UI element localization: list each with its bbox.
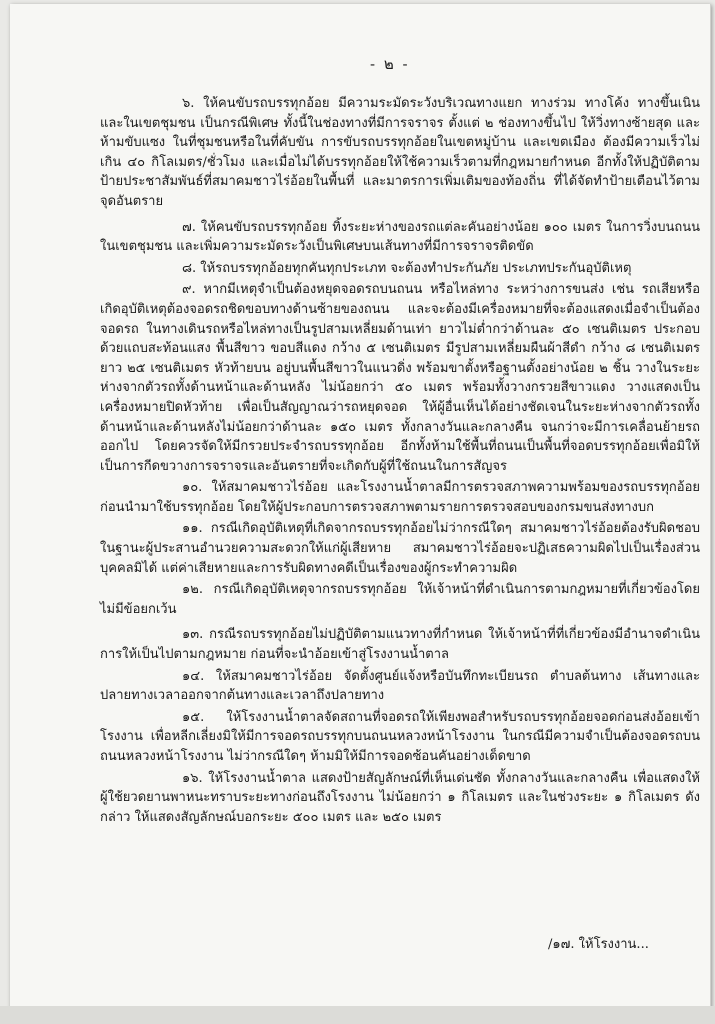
scan-edge xyxy=(0,1006,715,1024)
clause-13: ๑๓. กรณีรถบรรทุกอ้อยไม่ปฏิบัติตามแนวทางที่กำหนด ให้เจ้าหน้าที่ที่เกี่ยวข้องมีอำนาจดำเนินการให้เป็นไปตามกฎหมาย ก่อนที่จะนำอ้อยเข้าสู่โรงงานน้ำตาล xyxy=(100,627,700,663)
clause-8: ๘. ให้รถบรรทุกอ้อยทุกคันทุกประเภท จะต้องทำประกันภัย ประเภทประกันอุบัติเหตุ xyxy=(182,260,632,276)
clause-10: ๑๐. ให้สมาคมชาวไร่อ้อย และโรงงานน้ำตาลมีการตรวจสภาพความพร้อมของรถบรรทุกอ้อยก่อนนำมาใช้บรรทุกอ้อย โดยให้ผู้ประกอบการตรวจสภาพตามรายการตรวจสอบของกรมขนส่งทางบก xyxy=(100,480,700,515)
clause-7: ๗. ให้คนขับรถบรรทุกอ้อย ทิ้งระยะห่างของรถแต่ละคันอย่างน้อย ๑๐๐ เมตร ในการวิ่งบนถนนในเขตชุมชน และเพิ่มความระมัดระวังเป็นพิเศษบนเส้นทางที่มีการจราจรติดขัด xyxy=(100,219,700,255)
clause-14: ๑๔. ให้สมาคมชาวไร่อ้อย จัดตั้งศูนย์แจ้งหรือบันทึกทะเบียนรถ ตำบลต้นทาง เส้นทางและปลายทางเวลาออกจากต้นทางและเวลาถึงปลายทาง xyxy=(100,668,700,704)
clause-11: ๑๑. กรณีเกิดอุบัติเหตุที่เกิดจากรถบรรทุกอ้อยไม่ว่ากรณีใดๆ สมาคมชาวไร่อ้อยต้องรับผิดชอบในฐานะผู้ประสานอำนวยความสะดวกให้แก่ผู้เสียหาย สมาคมชาวไร่อ้อยจะปฏิเสธความผิดไปเป็นเรื่องส่วนบุคคลมิได้ แต่ค่าเสียหายและการรับผิดทางคดีเป็นเรื่องของผู้กระทำความผิด xyxy=(100,521,700,576)
page-number: - ๒ - xyxy=(370,55,410,73)
document-page xyxy=(10,4,711,1020)
continuation-note: /๑๗. ให้โรงงาน... xyxy=(548,937,649,952)
document-body xyxy=(100,94,700,833)
clause-9: ๙. หากมีเหตุจำเป็นต้องหยุดจอดรถบนถนน หรือไหล่ทาง ระหว่างการขนส่ง เช่น รถเสียหรือเกิดอุบัติเหตุต้องจอดรถชิดขอบทางด้านซ้ายของถนน และจะต้องมีเครื่องหมายที่จะต้องแสดงเมื่อจำเป็นต้องจอดรถ ในทางเดินรถหรือไหล่ทางเป็นรูปสามเหลี่ยมด้านเท่า ยาวไม่ต่ำกว่าด้านละ ๕๐ เซนติเมตร ประกอบด้วยแถบสะท้อนแสง พื้นสีขาว ขอบสีแดง กว้าง ๕ เซนติเมตร มีรูปสามเหลี่ยมผืนผ้าสีดำ กว้าง ๘ เซนติเมตร ยาว ๒๕ เซนติเมตร หัวท้ายบน อยู่บนพื้นสีขาวในแนวดิ่ง พร้อมขาตั้งหรือฐานตั้งอย่างน้อย ๒ ชิ้น วางในระยะ ห่างจากตัวรถทั้งด้านหน้าและด้านหลัง ไม่น้อยกว่า ๕๐ เมตร พร้อมทั้งวางกรวยสีขาวแดง วางแสดงเป็นเครื่องหมายปิดหัวท้าย เพื่อเป็นสัญญาณว่ารถหยุดจอด ให้ผู้อื่นเห็นได้อย่างชัดเจนในระยะห่างจากตัวรถทั้งด้านหน้าและด้านหลังไม่น้อยกว่าด้านละ ๑๕๐ เมตร ทั้งกลางวันและกลางคืน จนกว่าจะมีการเคลื่อนย้ายรถออกไป โดยควรจัดให้มีกรวยประจำรถบรรทุกอ้อย อีกทั้งห้ามใช้พื้นที่ถนนเป็นพื้นที่จอดบรรทุกอ้อยเพื่อมิให้เป็นการกีดขวางการจราจรและอันตรายที่จะเกิดกับผู้ที่ใช้ถนนในการสัญจร xyxy=(100,282,700,474)
clause-12: ๑๒. กรณีเกิดอุบัติเหตุจากรถบรรทุกอ้อย ให้เจ้าหน้าที่ดำเนินการตามกฎหมายที่เกี่ยวข้องโดยไม่มีข้อยกเว้น xyxy=(100,582,700,617)
clause-16: ๑๖. ให้โรงงานน้ำตาล แสดงป้ายสัญลักษณ์ที่เห็นเด่นชัด ทั้งกลางวันและกลางคืน เพื่อแสดงให้ผู้ใช้ยวดยานพาหนะทราบระยะทางก่อนถึงโรงงาน ไม่น้อยกว่า ๑ กิโลเมตร และในช่วงระยะ ๑ กิโลเมตร ดังกล่าว ให้แสดงสัญลักษณ์บอกระยะ ๕๐๐ เมตร และ ๒๕๐ เมตร xyxy=(100,770,700,825)
clause-15: ๑๕. ให้โรงงานน้ำตาลจัดสถานที่จอดรถให้เพียงพอสำหรับรถบรรทุกอ้อยจอดก่อนส่งอ้อยเข้าโรงงาน เพื่อหลีกเลี่ยงมิให้มีการจอดรถบรรทุกบนถนนหลวงหน้าโรงงาน ในกรณีมีความจำเป็นต้องจอดรถบนถนนหลวงหน้าโรงงาน ไม่ว่ากรณีใดๆ ห้ามมิให้มีการจอดซ้อนคันอย่างเด็ดขาด xyxy=(100,709,700,764)
clause-6: ๖. ให้คนขับรถบรรทุกอ้อย มีความระมัดระวังบริเวณทางแยก ทางร่วม ทางโค้ง ทางขึ้นเนิน และในเขตชุมชน เป็นกรณีพิเศษ ทั้งนี้ในช่องทางที่มีการจราจร ตั้งแต่ ๒ ช่องทางขึ้นไป ให้วิ่งทางซ้ายสุด และห้ามขับแซง ในที่ชุมชนหรือในที่คับขัน การขับรถบรรทุกอ้อยในเขตหมู่บ้าน และเขตเมือง ต้องมีความเร็วไม่เกิน ๔๐ กิโลเมตร/ชั่วโมง และเมื่อไม่ได้บรรทุกอ้อยให้ใช้ความเร็วตามที่กฎหมายกำหนด อีกทั้งให้ปฏิบัติตามป้ายประชาสัมพันธ์ที่สมาคมชาวไร่อ้อยในพื้นที่ และมาตรการเพิ่มเติมของท้องถิ่น ที่ได้จัดทำป้ายเตือนไว้ตามจุดอันตราย xyxy=(100,96,700,209)
